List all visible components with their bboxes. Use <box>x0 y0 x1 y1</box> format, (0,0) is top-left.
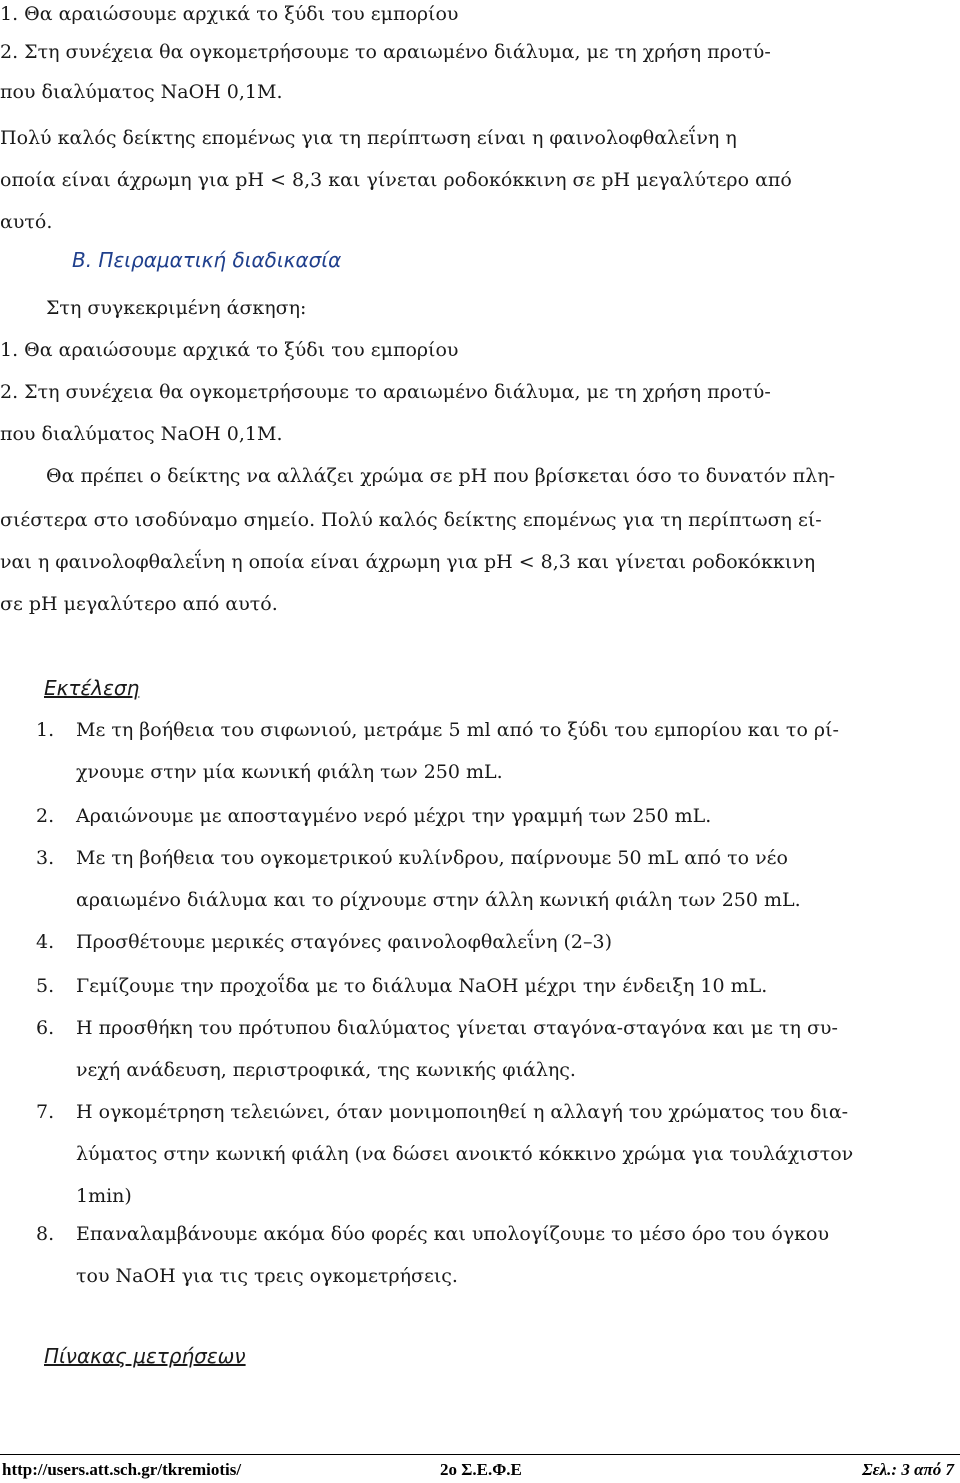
step-number: 4. <box>36 931 55 953</box>
step-text-line: Η ογκομέτρηση τελειώνει, όταν μονιμοποιηθεί η αλλαγή του χρώματος του δια- <box>76 1101 849 1123</box>
step-text-line: Αραιώνουμε με αποσταγμένο νερό μέχρι την γραμμή των 250 mL. <box>76 805 712 827</box>
step-text-line: 1min) <box>76 1185 132 1207</box>
step-text-line: Με τη βοήθεια του σιφωνιού, μετράμε 5 ml από το ξύδι του εμπορίου και το ρί- <box>76 719 839 741</box>
step-number: 2. <box>36 805 55 827</box>
step-number: 5. <box>36 975 55 997</box>
footer-page-number: Σελ.: 3 από 7 <box>862 1460 954 1479</box>
step-text-line: αραιωμένο διάλυμα και το ρίχνουμε στην άλλη κωνική φιάλη των 250 mL. <box>76 889 801 911</box>
step-text-line: νεχή ανάδευση, περιστροφικά, της κωνικής φιάλης. <box>76 1059 576 1081</box>
text-line: οποία είναι άχρωμη για pH < 8,3 και γίνεται ροδοκόκκινη σε pH μεγαλύτερο από <box>0 169 792 191</box>
step-text-line: λύματος στην κωνική φιάλη (να δώσει ανοικτό κόκκινο χρώμα για τουλάχιστον <box>76 1143 854 1165</box>
text-line: σιέστερα στο ισοδύναμο σημείο. Πολύ καλός δείκτης επομένως για τη περίπτωση εί- <box>0 509 822 531</box>
step-number: 8. <box>36 1223 55 1245</box>
step-text-line: Η προσθήκη του πρότυπου διαλύματος γίνεται σταγόνα-σταγόνα και με τη συ- <box>76 1017 838 1039</box>
step-text-line: Προσθέτουμε μερικές σταγόνες φαινολοφθαλεΐνη (2–3) <box>76 931 612 953</box>
step-text-line: Επαναλαμβάνουμε ακόμα δύο φορές και υπολογίζουμε το μέσο όρο του όγκου <box>76 1223 830 1245</box>
text-line: Πολύ καλός δείκτης επομένως για τη περίπτωση είναι η φαινολοφθαλεΐνη η <box>0 127 737 149</box>
step-number: 6. <box>36 1017 55 1039</box>
text-line: 2. Στη συνέχεια θα ογκομετρήσουμε το αραιωμένο διάλυμα, με τη χρήση προτύ- <box>0 381 771 403</box>
text-line: σε pH μεγαλύτερο από αυτό. <box>0 593 278 615</box>
step-number: 3. <box>36 847 55 869</box>
step-text-line: Με τη βοήθεια του ογκομετρικού κυλίνδρου, παίρνουμε 50 mL από το νέο <box>76 847 788 869</box>
execution-title: Εκτέλεση <box>44 676 140 700</box>
section-heading: Β. Πειραματική διαδικασία <box>72 248 342 272</box>
step-text-line: Γεμίζουμε την προχοΐδα με το διάλυμα NaOH μέχρι την ένδειξη 10 mL. <box>76 975 768 997</box>
text-line: 1. Θα αραιώσουμε αρχικά το ξύδι του εμπορίου <box>0 3 459 25</box>
text-line: ναι η φαινολοφθαλεΐνη η οποία είναι άχρωμη για pH < 8,3 και γίνεται ροδοκόκκινη <box>0 551 816 573</box>
text-line: που διαλύματος NaOH 0,1M. <box>0 81 283 103</box>
step-text-line: χνουμε στην μία κωνική φιάλη των 250 mL. <box>76 761 503 783</box>
step-text-line: του NaOH για τις τρεις ογκομετρήσεις. <box>76 1265 458 1287</box>
intro-text: Στη συγκεκριμένη άσκηση: <box>46 297 307 319</box>
step-number: 1. <box>36 719 55 741</box>
measurements-title: Πίνακας μετρήσεων <box>44 1344 246 1368</box>
step-number: 7. <box>36 1101 55 1123</box>
footer-url[interactable]: http://users.att.sch.gr/tkremiotis/ <box>2 1460 242 1479</box>
text-line: αυτό. <box>0 211 53 233</box>
text-line: 1. Θα αραιώσουμε αρχικά το ξύδι του εμπορίου <box>0 339 459 361</box>
page-footer <box>0 1454 960 1483</box>
text-line: 2. Στη συνέχεια θα ογκομετρήσουμε το αραιωμένο διάλυμα, με τη χρήση προτύ- <box>0 41 771 63</box>
text-line: που διαλύματος NaOH 0,1M. <box>0 423 283 445</box>
footer-school: 2ο Σ.Ε.Φ.Ε <box>440 1460 522 1479</box>
text-line: Θα πρέπει ο δείκτης να αλλάζει χρώμα σε pH που βρίσκεται όσο το δυνατόν πλη- <box>46 465 836 487</box>
